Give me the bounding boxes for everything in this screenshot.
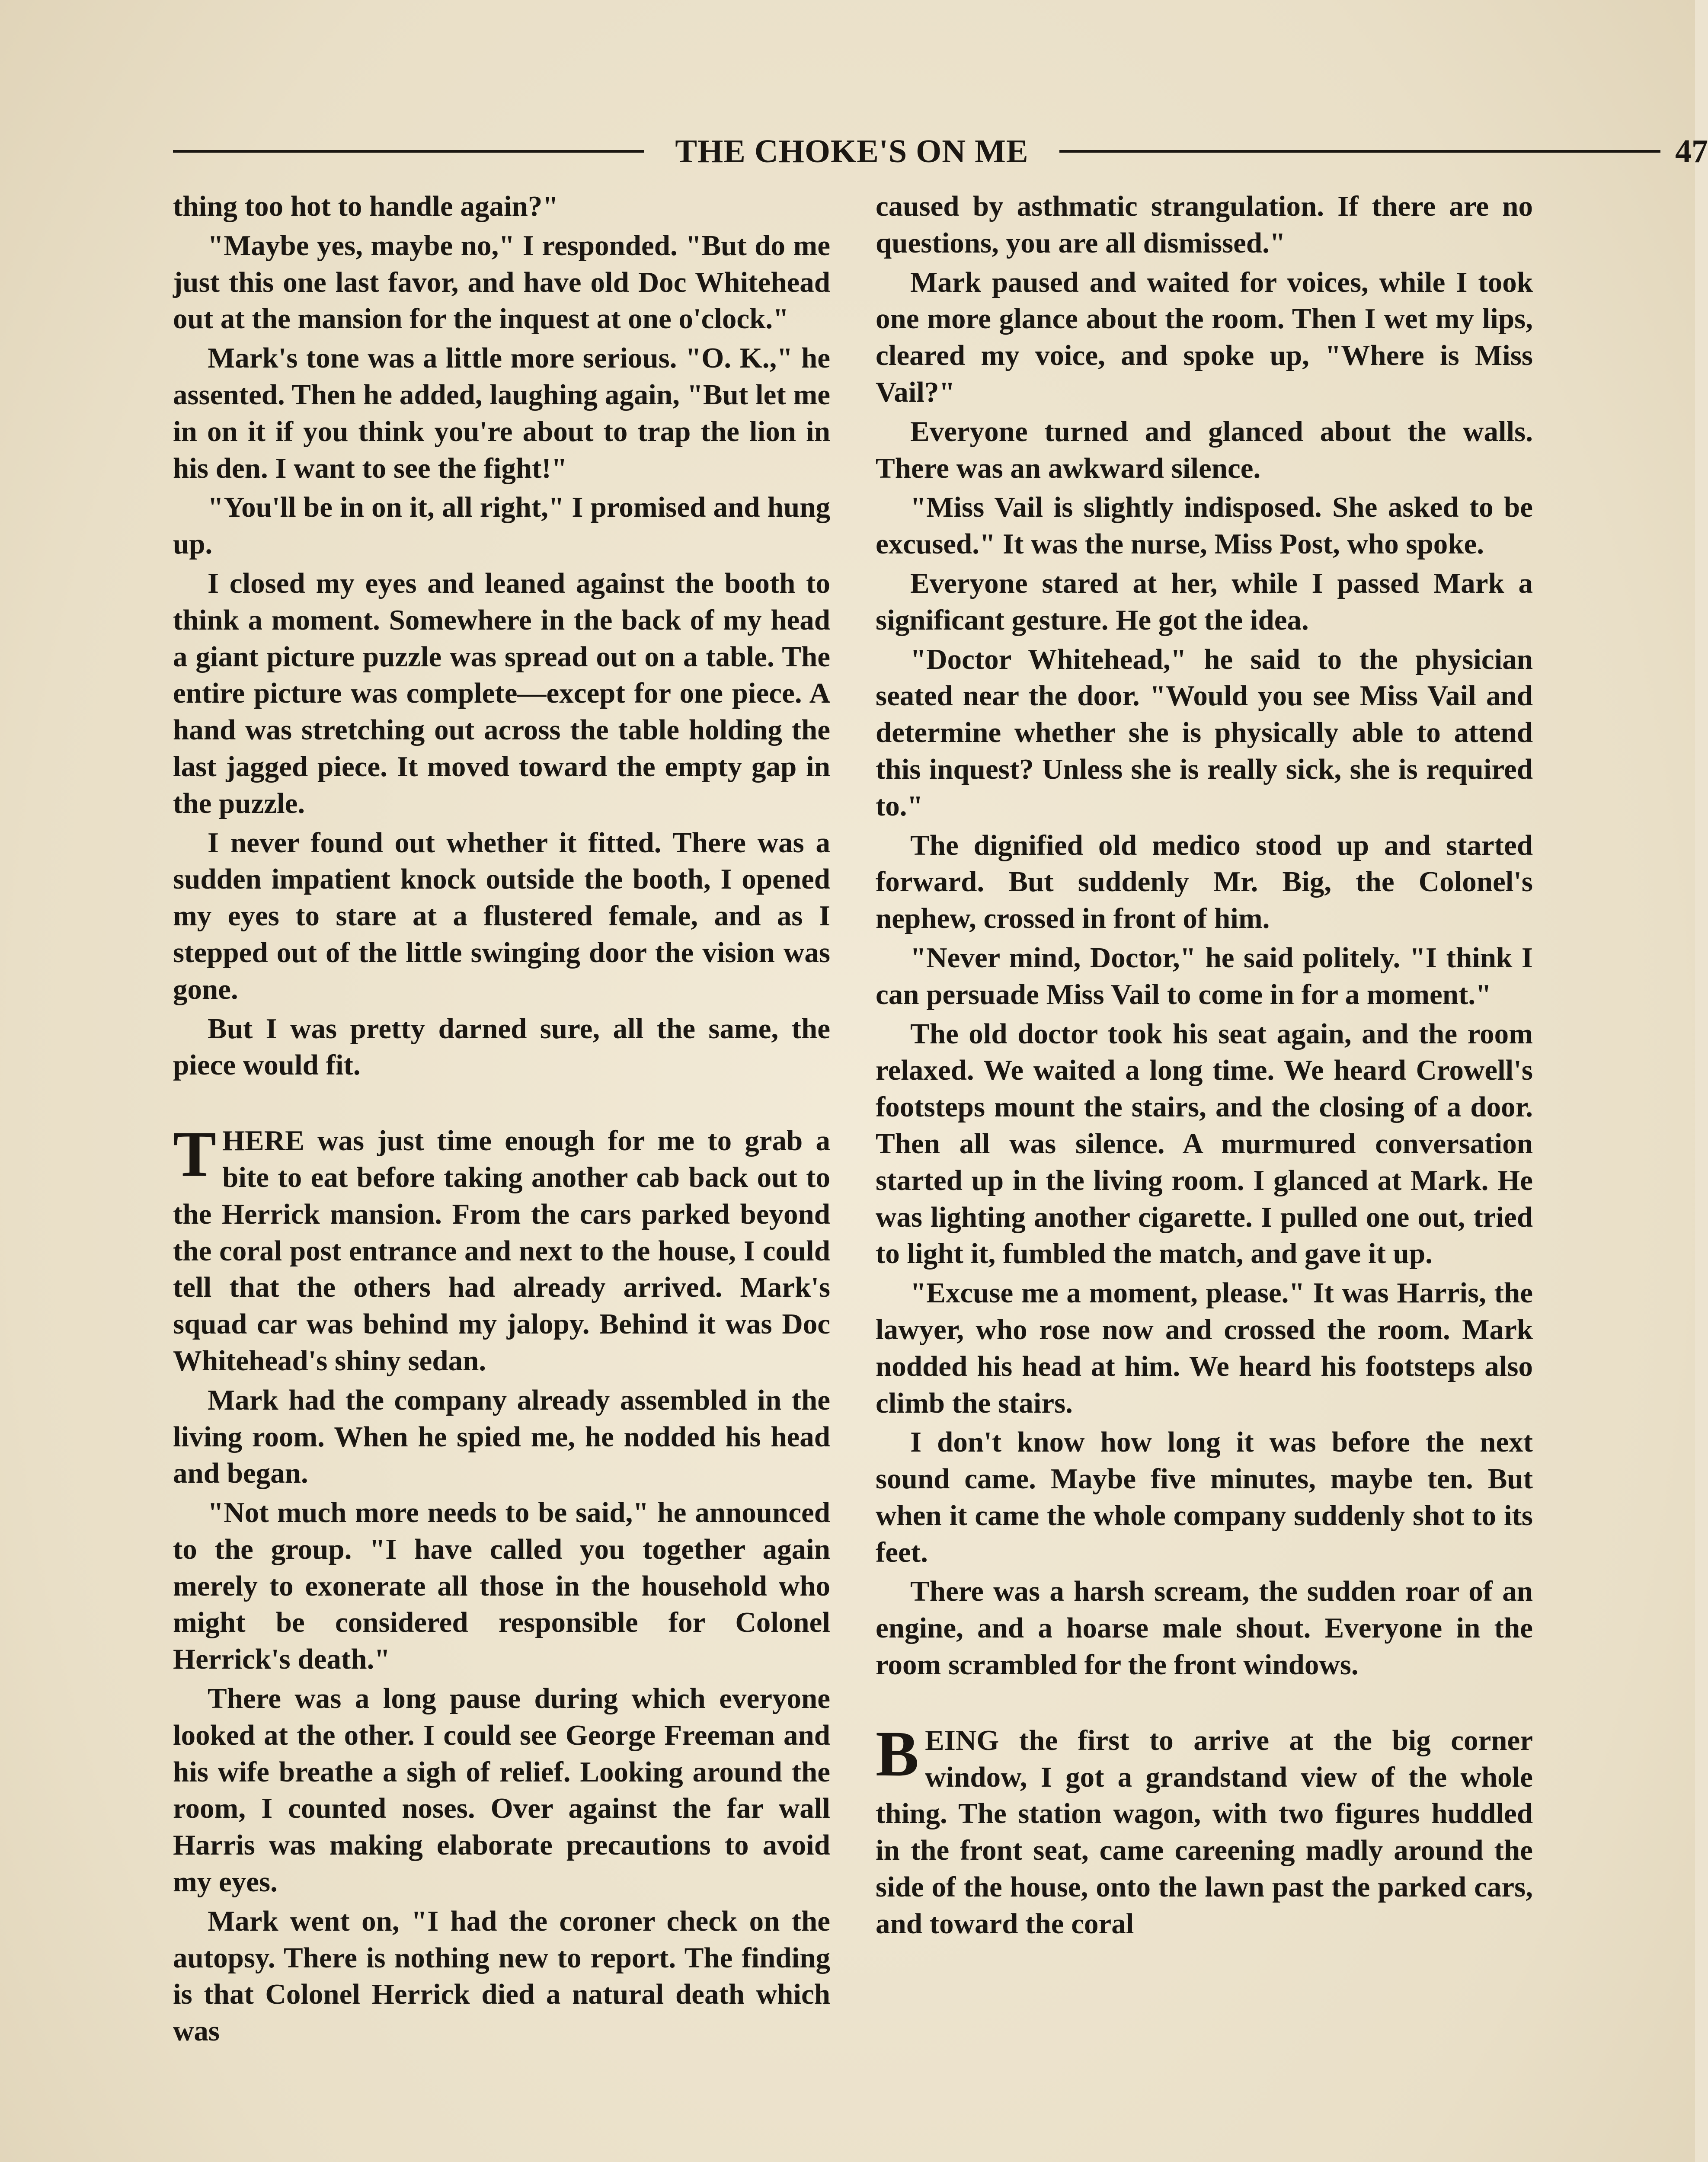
paragraph: Everyone stared at her, while I passed Mark a significant gesture. He got the idea. — [876, 567, 1533, 636]
paragraph: "Excuse me a moment, please." It was Harris, the lawyer, who rose now and crossed the room. Mark nodded his head at him. We heard his footsteps also climb the stairs. — [876, 1277, 1533, 1419]
paragraph: "Not much more needs to be said," he announced to the group. "I have called you together again merely to exonerate all those in the household who might be considered responsible for Colonel Herrick's death." — [173, 1497, 830, 1676]
paragraph-text: HERE was just time enough for me to grab a bite to eat before taking another cab back out to the Herrick mansion. From the cars parked beyond the coral post entrance and next to the house, I could tell that the others had already arrived. Mark's squad car was behind my jalopy. Behind it was Doc Whitehead's shiny sedan. — [173, 1125, 830, 1377]
section-opening-paragraph — [173, 1118, 830, 1379]
paragraph: Mark's tone was a little more serious. "O. K.," he assented. Then he added, laughing again, "But let me in on it if you think you're about to trap the lion in his den. I want to see the fight!" — [173, 342, 830, 484]
section-opening-paragraph — [876, 1717, 1533, 1942]
paragraph: Everyone turned and glanced about the walls. There was an awkward silence. — [876, 415, 1533, 484]
drop-cap: B — [876, 1717, 919, 1790]
paragraph: "Doctor Whitehead," he said to the physician seated near the door. "Would you see Miss Vail and determine whether she is physically able to attend this inquest? Unless she is really sick, she is required to." — [876, 643, 1533, 822]
header-rule-right — [1059, 150, 1660, 153]
paragraph: "Maybe yes, maybe no," I responded. "But do me just this one last favor, and have old Doc Whitehead out at the mansion for the inquest at one o'clock." — [173, 229, 830, 335]
paragraph: "Never mind, Doctor," he said politely. "I think I can persuade Miss Vail to come in for a moment." — [876, 941, 1533, 1011]
paragraph: caused by asthmatic strangulation. If there are no questions, you are all dismissed." — [876, 190, 1533, 259]
paragraph: There was a long pause during which everyone looked at the other. I could see George Freeman and his wife breathe a sigh of relief. Looking around the room, I counted noses. Over against the far wall Harris was making elaborate precautions to avoid my eyes. — [173, 1682, 830, 1898]
page-number: 47 — [1675, 133, 1708, 170]
paragraph: Mark went on, "I had the coroner check on the autopsy. There is nothing new to report. The finding is that Colonel Herrick died a natural death which was — [173, 1905, 830, 2047]
paragraph-text: EING the first to arrive at the big corner window, I got a grandstand view of the whole thing. The station wagon, with two figures huddled in the front seat, came careening madly around the side of the house, onto the lawn past the parked cars, and toward the coral — [876, 1724, 1533, 1940]
paragraph: "You'll be in on it, all right," I promised and hung up. — [173, 491, 830, 560]
paragraph: Mark paused and waited for voices, while I took one more glance about the room. Then I wet my lips, cleared my voice, and spoke up, "Where is Miss Vail?" — [876, 266, 1533, 408]
paragraph: "Miss Vail is slightly indisposed. She asked to be excused." It was the nurse, Miss Post, who spoke. — [876, 491, 1533, 560]
text-column-right — [876, 188, 1533, 1945]
paragraph: thing too hot to handle again?" — [173, 190, 559, 222]
paragraph: The old doctor took his seat again, and the room relaxed. We waited a long time. We heard Crowell's footsteps mount the stairs, and the closing of a door. Then all was silence. A murmured conversation started up in the living room. I glanced at Mark. He was lighting another cigarette. I pulled one out, tried to light it, fumbled the match, and gave it up. — [876, 1017, 1533, 1270]
paragraph: I never found out whether it fitted. There was a sudden impatient knock outside the booth, I opened my eyes to stare at a flustered female, and as I stepped out of the little swinging door the vision was gone. — [173, 826, 830, 1005]
paragraph: But I was pretty darned sure, all the same, the piece would fit. — [173, 1012, 830, 1081]
header-rule-left — [173, 150, 644, 153]
paragraph: There was a harsh scream, the sudden roar of an engine, and a hoarse male shout. Everyone in the room scrambled for the front windows. — [876, 1575, 1533, 1681]
running-title: THE CHOKE'S ON ME — [675, 133, 1029, 170]
drop-cap: T — [173, 1118, 217, 1190]
paragraph: The dignified old medico stood up and started forward. But suddenly Mr. Big, the Colonel's nephew, crossed in front of him. — [876, 829, 1533, 935]
running-header — [173, 128, 1708, 175]
paragraph: I don't know how long it was before the next sound came. Maybe five minutes, maybe ten. But when it came the whole company suddenly shot to its feet. — [876, 1426, 1533, 1568]
text-column-left — [173, 188, 830, 2052]
paragraph: I closed my eyes and leaned against the booth to think a moment. Somewhere in the back of my head a giant picture puzzle was spread out on a table. The entire picture was complete—except for one piece. A hand was stretching out across the table holding the last jagged piece. It moved toward the empty gap in the puzzle. — [173, 567, 830, 819]
paragraph: Mark had the company already assembled in the living room. When he spied me, he nodded his head and began. — [173, 1384, 830, 1490]
